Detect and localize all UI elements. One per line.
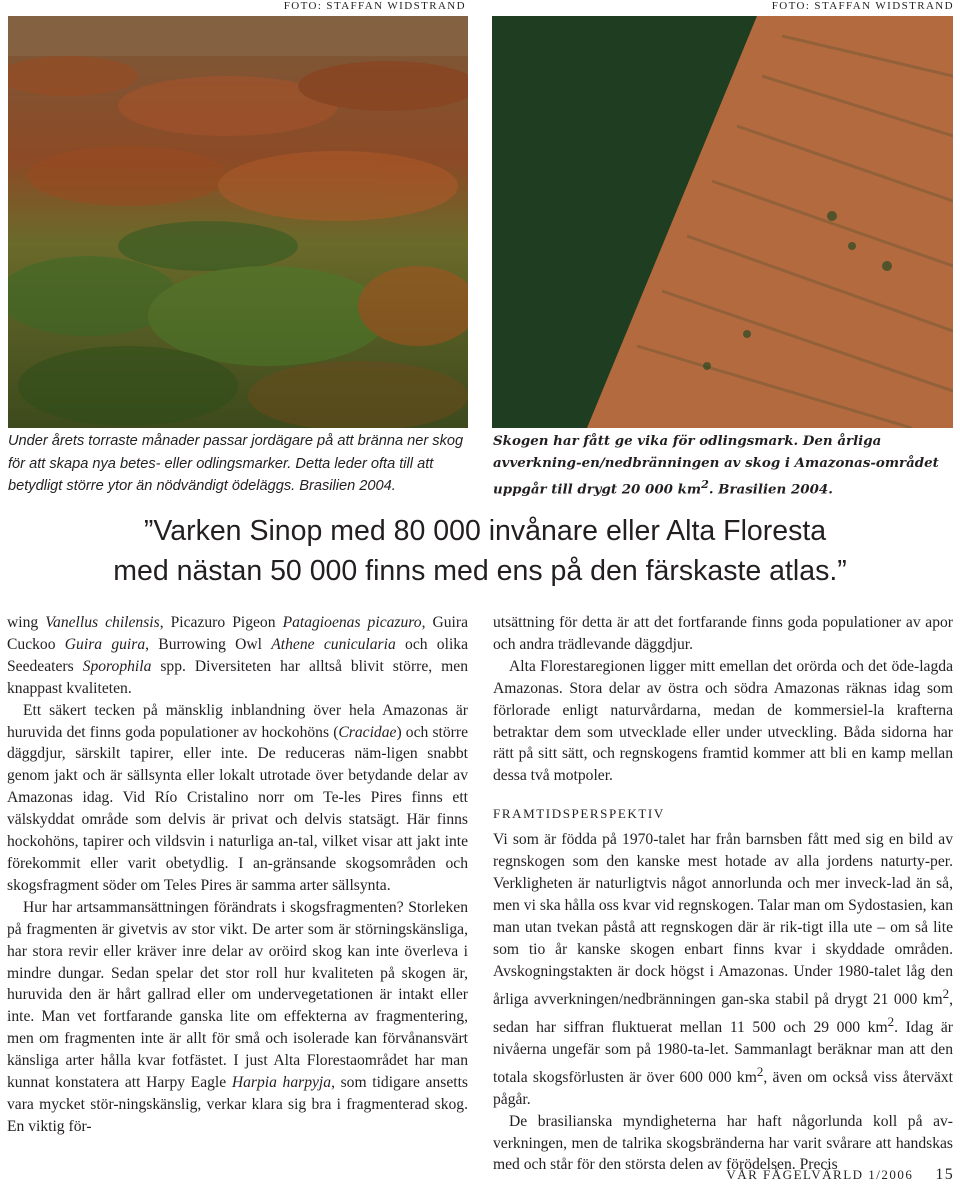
left-paragraph-3 <box>7 897 468 1138</box>
text-run: , Picazuro Pigeon <box>159 614 283 631</box>
right-paragraph-1: utsättning för detta är att det fortfarande finns goda populationer av apor och andra trädlevande däggdjur. <box>493 614 953 653</box>
burned-forest-photo <box>8 16 468 428</box>
body-column-left <box>7 612 468 1138</box>
caption-right-superscript: 2 <box>701 478 709 492</box>
page-footer <box>726 1166 954 1184</box>
right-paragraph-3 <box>493 829 953 1110</box>
text-run: , Burrowing Owl <box>145 635 272 653</box>
species-name: Harpia harpyja <box>231 1074 332 1092</box>
species-name: Cracidae <box>338 723 397 741</box>
photo-caption-right <box>493 430 959 501</box>
text-run: Hur har artsammansättningen förändrats i skogsfragmenten? Storleken på fragmenten är givetvis av stor vikt. De arter som är störningskänsliga, har stora revir eller kräver inre delar av oröird skog kan inte överleva i mindre dungar. Sedan spelar det stor roll hur kvaliteten på skogen är, huruvida den är hårt gallrad eller om undervegetationen är intakt eller inte. Man vet fortfarande ganska lite om effekterna av fragmentering, men om fragmenten inte är allt för små och isolerade kan förvånansvärt känsliga arter hålla kvar fotfästet. I just Alta Florestaområdet har man kunnat konstatera att Harpy Eagle <box>7 898 468 1092</box>
caption-right-tail: . Brasilien 2004. <box>708 481 833 498</box>
superscript: 2 <box>887 1013 895 1029</box>
text-run: och olika Seedeaters <box>7 635 468 675</box>
superscript: 2 <box>756 1063 764 1079</box>
text-run: Vi som är födda på 1970-talet har från barnsben fått med sig en bild av regnskogen som den kanske mest hotade av alla jordens naturty-per. Verkligheten är naturligtvis något annorlunda och mer inveck-lad än så, men vi ska hålla oss kvar vid regnskogen. Talar man om Sydostasien, kan man utan tvekan påstå att regnskogen där är rik-tigt illa ute – om så lite som tio år kanske skogen enbart finns kvar i skyddade områden. Avskogningstakten är dock högst i Amazonas. Under 1980-talet låg den årliga avverkningen/nedbränningen gan-ska stabil på drygt 21 000 km <box>493 831 953 1008</box>
species-name: Vanellus chilensis <box>45 614 160 631</box>
text-run: wing <box>7 614 46 631</box>
body-column-right <box>493 612 953 1176</box>
left-paragraph-2 <box>7 700 468 897</box>
magazine-issue: VÅR FÅGELVÄRLD 1/2006 <box>726 1167 914 1182</box>
text-run: , sedan har siffran fluktuerat mellan 11 500 och 29 000 km <box>493 990 953 1036</box>
page-number: 15 <box>935 1166 954 1183</box>
pull-quote-line-2: med nästan 50 000 finns med ens på den färskaste atlas.” <box>113 555 847 587</box>
pull-quote-line-1: ”Varken Sinop med 80 000 invånare eller Alta Floresta <box>143 515 827 547</box>
right-paragraph-4: De brasilianska myndigheterna har haft någorlunda koll på av-verkningen, men de talrika skogsbränderna har varit svårare att handskas med och står för den största delen av förödelsen. Precis <box>493 1112 953 1174</box>
section-heading: FRAMTIDSPERSPEKTIV <box>493 806 665 822</box>
superscript: 2 <box>942 985 950 1001</box>
caption-right-text: Skogen har fått ge vika för odlingsmark. Den årliga avverkning-en/nedbränningen av skog i Amazonas-området uppgår till drygt 20 000 km <box>493 433 939 498</box>
left-paragraph-1 <box>7 612 468 700</box>
text-run: ) och större däggdjur, särskilt tapirer, eller inte. De reduceras näm-ligen snabbt genom jakt och är sällsynta eller lokalt utrotade över betydande delar av Amazonas idag. Vid Río Cristalino norr om Te-les Pires finns ett välskyddat område som delvis är privat och delvis statsägt. Här finns hockohöns, tapirer och vildsvin i naturliga an-tal, vilket visar att jakt inte förekommit eller varit obetydlig. I an-gränsande skogsområden och skogsfragment söder om Teles Pires är samma arter sällsynta. <box>7 723 468 894</box>
species-name: Guira guira <box>64 635 146 653</box>
species-name: Patagioenas picazuro <box>282 614 422 631</box>
species-name: Sporophila <box>82 657 152 675</box>
species-name: Athene cunicularia <box>271 635 396 653</box>
text-run: Ett säkert tecken på mänsklig inblandning över hela Amazonas är huruvida det finns goda populationer av hockohöns ( <box>7 701 468 741</box>
text-run: , som tidigare ansetts vara mycket stör-ningskänslig, verkar klara sig bra i fragmenterad skog. En viktig för- <box>7 1074 468 1135</box>
forest-field-boundary-photo <box>492 16 953 428</box>
text-run: , Guira Cuckoo <box>7 614 469 653</box>
photo-credit-left: FOTO: STAFFAN WIDSTRAND <box>283 0 466 12</box>
photo-credit-right: FOTO: STAFFAN WIDSTRAND <box>771 0 954 12</box>
right-paragraph-2: Alta Florestaregionen ligger mitt emellan det orörda och det öde-lagda Amazonas. Stora delar av östra och södra Amazonas räknas idag som förlorade enligt naturvårdarna, medan de kommersiel-la krafterna betraktar dem som utvecklade eller under utveckling. Båda sidorna har rätt på sitt sätt, och regnskogens framtid kommer att bli en kamp mellan dessa två motpoler. <box>493 657 953 785</box>
text-run: , även om också viss återväxt pågår. <box>493 1068 953 1108</box>
text-run: . Idag är nivåerna ungefär som på 1980-ta-let. Sammanlagt beräknar man att den totala skogsförlusten är över 600 000 km <box>493 1018 953 1086</box>
pull-quote <box>0 511 960 591</box>
photo-caption-left: Under årets torraste månader passar jordägare på att bränna ner skog för att skapa nya betes- eller odlingsmarker. Detta leder ofta till att betydligt större ytor än nödvändigt ödeläggs. Brasilien 2004. <box>8 433 464 494</box>
text-run: spp. Diversiteten har alltså blivit större, men knappast kvaliteten. <box>7 657 468 697</box>
